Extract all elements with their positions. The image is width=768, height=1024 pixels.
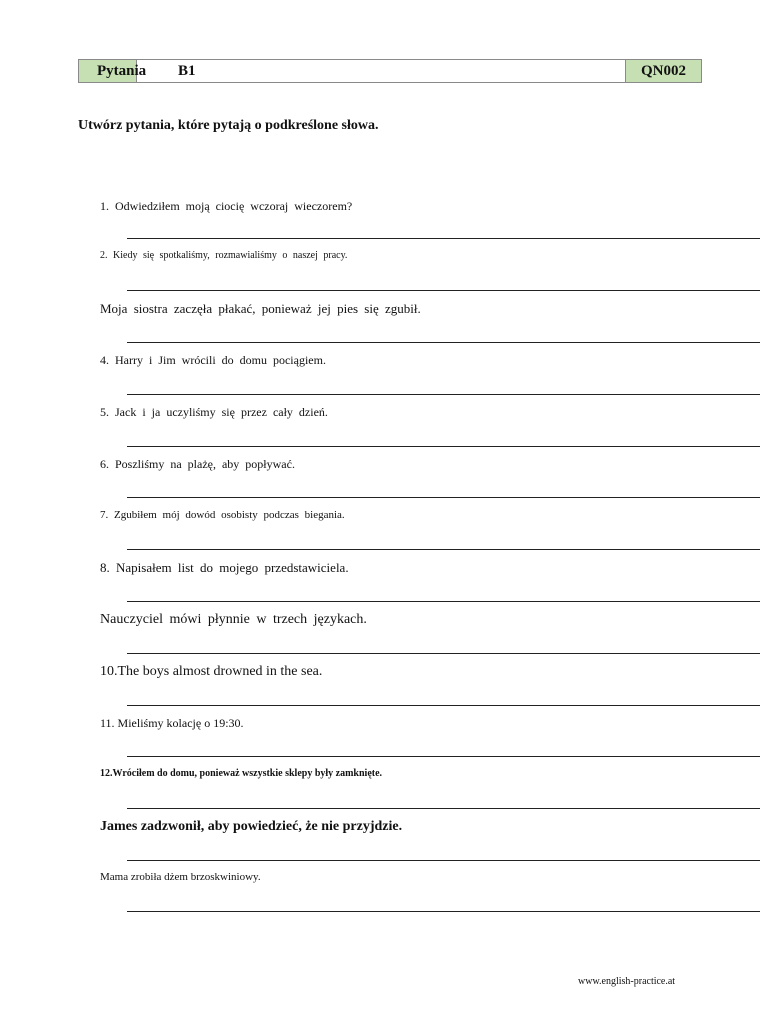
footer-url: www.english-practice.at: [578, 976, 676, 987]
answer-line[interactable]: [127, 653, 760, 654]
answer-line[interactable]: [127, 756, 760, 757]
answer-line[interactable]: [127, 497, 760, 498]
question-item: 12.Wróciłem do domu, ponieważ wszystkie sklepy były zamknięte.: [100, 768, 383, 779]
question-item: 2. Kiedy się spotkaliśmy, rozmawialiśmy o naszej pracy.: [100, 250, 348, 261]
answer-line[interactable]: [127, 911, 760, 912]
header-code: QN002: [641, 63, 686, 79]
question-item: Moja siostra zaczęła płakać, ponieważ jej pies się zgubił.: [100, 301, 421, 316]
question-item: 8. Napisałem list do mojego przedstawiciela.: [100, 560, 349, 575]
question-item: James zadzwonił, aby powiedzieć, że nie przyjdzie.: [100, 819, 403, 834]
answer-line[interactable]: [127, 394, 760, 395]
question-item: 1. Odwiedziłem moją ciocię wczoraj wieczorem?: [100, 199, 353, 213]
worksheet-header: [78, 59, 702, 83]
answer-line[interactable]: [127, 808, 760, 809]
answer-line[interactable]: [127, 446, 760, 447]
answer-line[interactable]: [127, 290, 760, 291]
question-item: 5. Jack i ja uczyliśmy się przez cały dzień.: [100, 405, 328, 419]
question-item: 11. Mieliśmy kolację o 19:30.: [100, 716, 244, 730]
header-level: B1: [178, 63, 196, 79]
question-item: 7. Zgubiłem mój dowód osobisty podczas biegania.: [100, 509, 345, 521]
question-item: Nauczyciel mówi płynnie w trzech językach.: [100, 612, 367, 627]
instruction-text: Utwórz pytania, które pytają o podkreślone słowa.: [78, 118, 379, 133]
answer-line[interactable]: [127, 860, 760, 861]
question-item: 6. Poszliśmy na plażę, aby popływać.: [100, 457, 295, 471]
header-title: Pytania: [97, 63, 147, 79]
question-item: Mama zrobiła dżem brzoskwiniowy.: [100, 871, 261, 883]
answer-line[interactable]: [127, 705, 760, 706]
question-item: 4. Harry i Jim wrócili do domu pociągiem.: [100, 353, 326, 367]
answer-line[interactable]: [127, 342, 760, 343]
question-item: 10.The boys almost drowned in the sea.: [100, 664, 323, 679]
answer-line[interactable]: [127, 238, 760, 239]
answer-line[interactable]: [127, 549, 760, 550]
answer-line[interactable]: [127, 601, 760, 602]
